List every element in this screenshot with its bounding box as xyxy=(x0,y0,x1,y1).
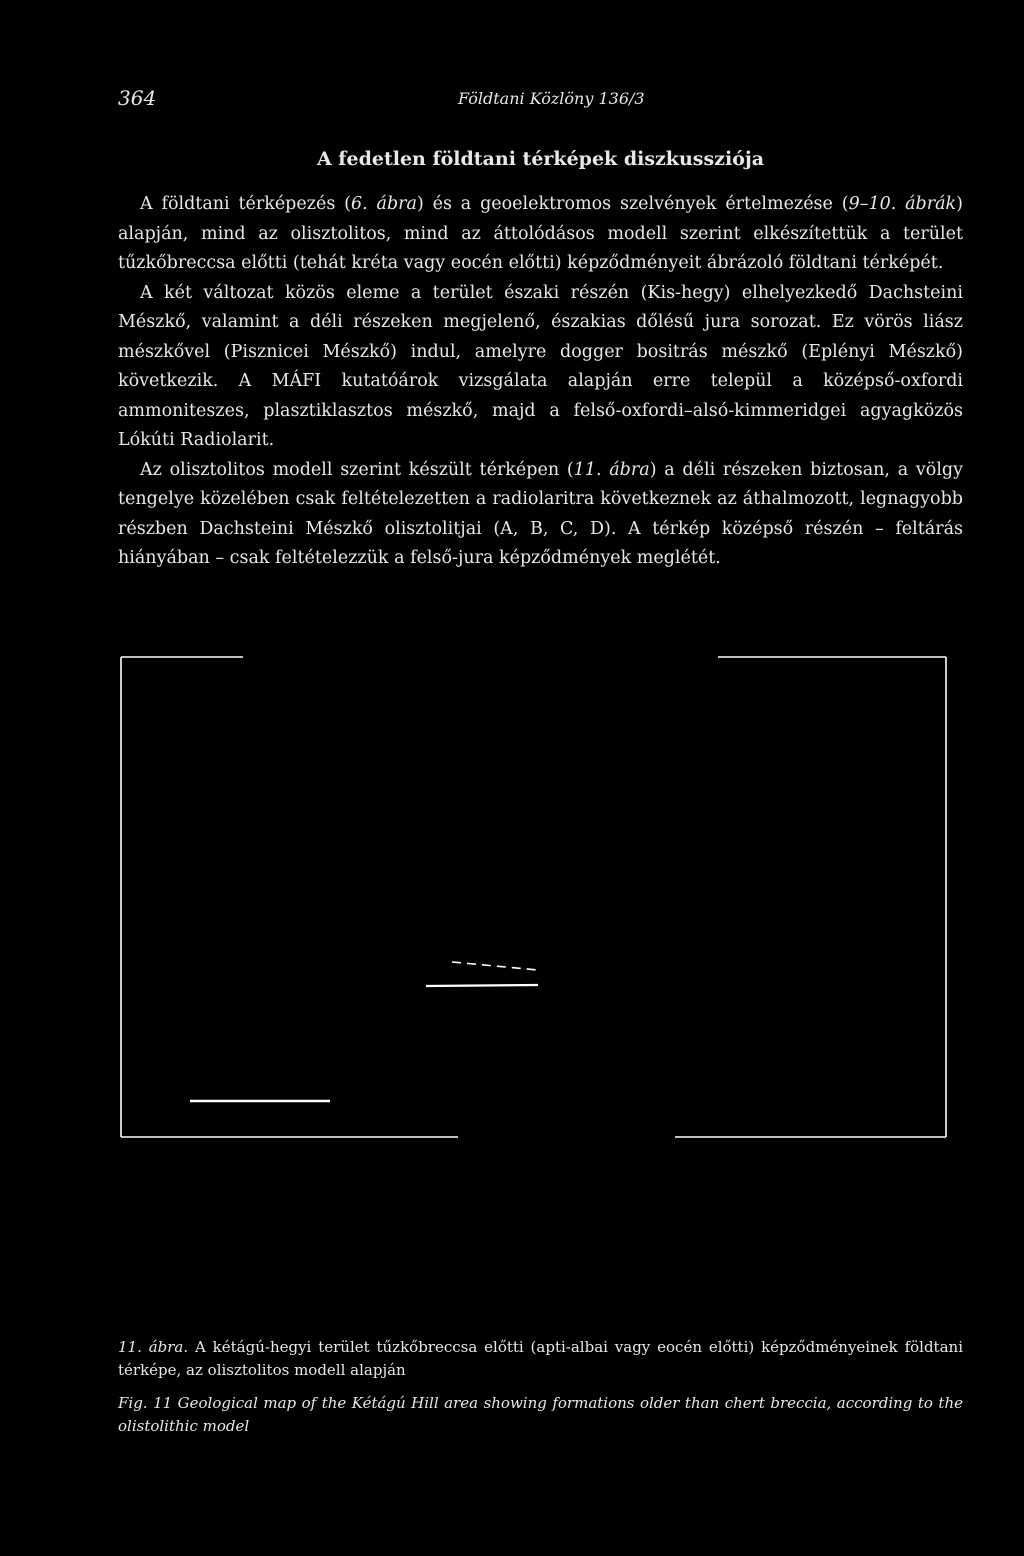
figure-ref-11: 11. ábra xyxy=(573,459,650,480)
figure-caption xyxy=(118,1336,963,1437)
map-boundary-line xyxy=(426,985,538,986)
paragraph-2: A két változat közös eleme a terület északi részén (Kis-hegy) elhelyezkedő Dachsteini Mészkő, valamint a déli részeken megjelenő, északias dőlésű jura sorozat. Ez vörös liász mészkővel (Pisznicei Mészkő) indul, amelyre dogger bositrás mészkő (Eplényi Mészkő) következik. A MÁFI kutatóárok vizsgálata alapján erre települ a középső-oxfordi ammoniteszes, plasztiklasztos mészkő, majd a felső-oxfordi–alsó-kimmeridgei agyagközös Lókúti Radiolarit. xyxy=(118,282,963,450)
figure-ref-6: 6. ábra xyxy=(350,194,417,214)
paragraph-1-text-b: ) és a geoelektromos szelvények értelmezése ( xyxy=(416,194,849,214)
caption-hu-text: A kétágú-hegyi terület tűzkőbreccsa előtti (apti-albai vagy eocén előtti) képződményeinek földtani térképe, az olisztolitos modell alapján xyxy=(118,1338,963,1379)
section-title: A fedetlen földtani térképek diszkussziója xyxy=(316,148,765,170)
paragraph-3 xyxy=(118,456,963,574)
figure-ref-9-10: 9–10. ábrák xyxy=(848,194,957,214)
paragraph-3-text-a: Az olisztolitos modell szerint készült térképen ( xyxy=(140,459,574,480)
journal-title: Földtani Közlöny 136/3 xyxy=(458,89,645,108)
paragraph-1 xyxy=(118,190,963,279)
caption-hungarian xyxy=(118,1336,963,1381)
paragraph-1-text-c: ) alapján, mind az olisztolitos, mind az áttolódásos modell szerint elkészítettük a terület tűzkőbreccsa előtti (tehát kréta vagy eocén előtti) képződményeit ábrázoló földtani térképét. xyxy=(118,194,963,273)
map-boundary-dashed xyxy=(452,962,538,970)
paragraph-3-text-b: ) a déli részeken biztosan, a völgy tengelye közelében csak feltételezetten a radiolaritra következnek az áthalmozott, legnagyobb részben Dachsteini Mészkő olisztolitjai (A, B, C, D). A térkép középső részén – feltárás hiányában – csak feltételezzük a felső-jura képződmények meglétét. xyxy=(118,459,964,568)
running-head xyxy=(118,86,963,114)
body-text xyxy=(118,190,963,574)
caption-label: 11. ábra. xyxy=(118,1338,189,1356)
page-number: 364 xyxy=(118,86,157,110)
caption-english: Fig. 11 Geological map of the Kétágú Hill area showing formations older than chert breccia, according to the olistolithic model xyxy=(118,1394,963,1435)
paragraph-1-text-a: A földtani térképezés ( xyxy=(140,194,351,214)
